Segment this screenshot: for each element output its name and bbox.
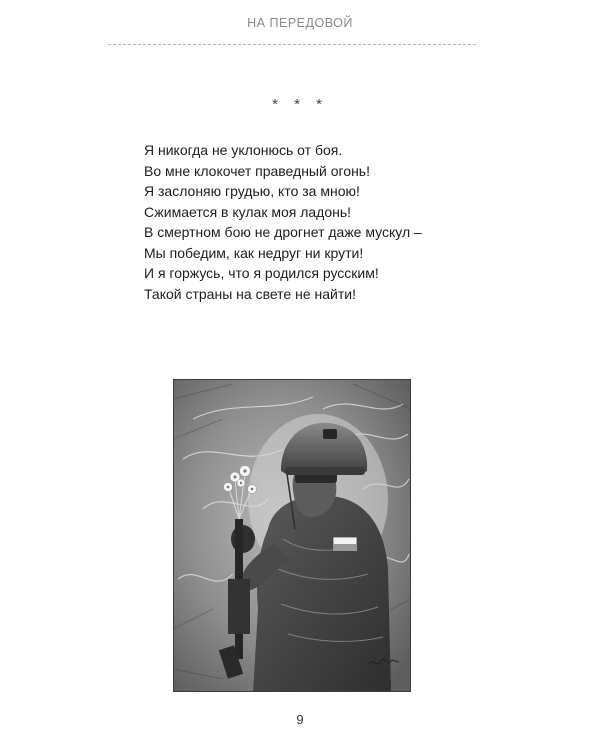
poem-line: И я горжусь, что я родился русским! [144, 265, 379, 281]
poem-line: В смертном бою не дрогнет даже мускул – [144, 224, 422, 240]
poem-line: Во мне клокочет праведный огонь! [144, 162, 370, 179]
soldier-illustration [173, 379, 411, 692]
soldier-sketch-image [173, 379, 411, 692]
poem-line: Я заслоняю грудью, кто за мною! [144, 183, 360, 199]
header-divider [108, 44, 476, 45]
poem-line: Такой страны на свете не найти! [144, 285, 356, 302]
poem-line: Мы победим, как недруг ни крути! [144, 244, 364, 261]
running-header: НА ПЕРЕДОВОЙ [247, 16, 353, 30]
poem-line: Я никогда не уклонюсь от боя. [144, 142, 343, 158]
page-number: 9 [296, 712, 304, 727]
poem-line: Сжимается в кулак моя ладонь! [144, 203, 352, 220]
poem-separator: * * * [272, 96, 328, 113]
poem-text [144, 140, 474, 304]
